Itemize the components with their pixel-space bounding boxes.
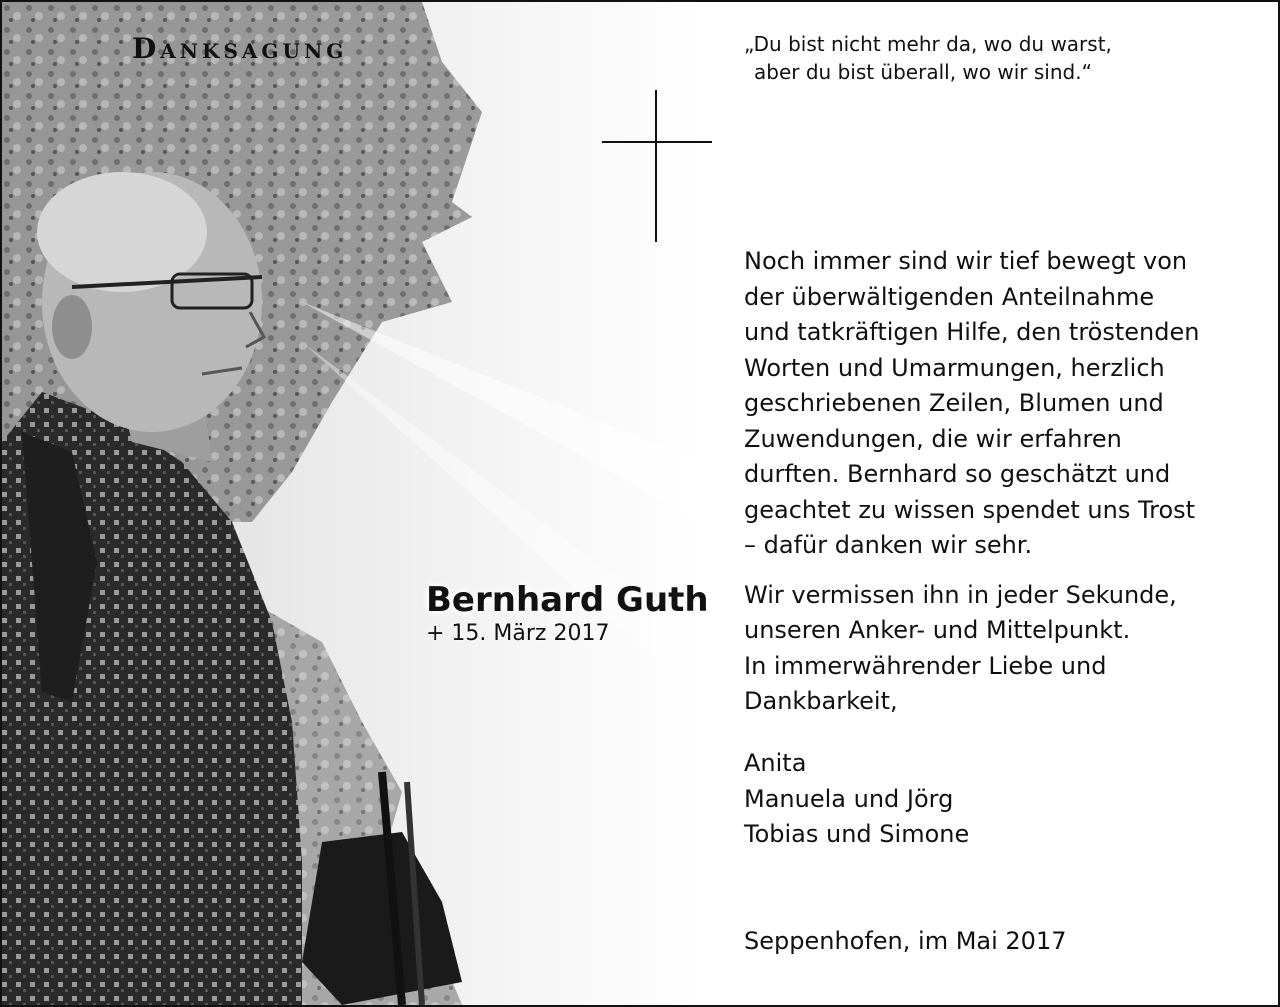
text-line: Worten und Umarmungen, herzlich [744,353,1165,382]
heading-danksagung: Danksagung [132,32,348,65]
place-date: Seppenhofen, im Mai 2017 [744,927,1067,955]
signer: Manuela und Jörg [744,784,954,813]
paragraph-missing [744,578,1244,720]
paragraph-thanks [744,244,1244,564]
text-line: Zuwendungen, die wir erfahren [744,424,1122,453]
text-line: durften. Bernhard so geschätzt und [744,460,1171,488]
text-line: geschriebenen Zeilen, Blumen und [744,389,1164,417]
cross-icon-bar [602,141,712,143]
text-line: unseren Anker- und Mittelpunkt. [744,616,1131,644]
text-line: und tatkräftigen Hilfe, den tröstenden [744,318,1200,346]
text-line: In immerwährender Liebe und [744,651,1107,680]
cross-icon [655,90,657,242]
signer: Anita [744,749,807,777]
text-line: Noch immer sind wir tief bewegt von [744,247,1188,275]
deceased-info [426,580,709,648]
message-body [744,244,1244,734]
signers [744,746,969,853]
quote [744,30,1204,86]
death-date: + 15. März 2017 [426,621,610,646]
memorial-photo [2,2,702,1005]
quote-line-2: aber du bist überall, wo wir sind.“ [754,60,1092,84]
text-line: Wir vermissen ihn in jeder Sekunde, [744,580,1177,609]
quote-line-1: „Du bist nicht mehr da, wo du warst, [744,32,1112,56]
text-line: der überwältigenden Anteilnahme [744,282,1155,311]
text-line: – dafür danken wir sehr. [744,531,1033,559]
deceased-name: Bernhard Guth [426,580,709,620]
signer: Tobias und Simone [744,820,970,848]
text-line: Dankbarkeit, [744,687,898,715]
text-line: geachtet zu wissen spendet uns Trost [744,495,1196,524]
